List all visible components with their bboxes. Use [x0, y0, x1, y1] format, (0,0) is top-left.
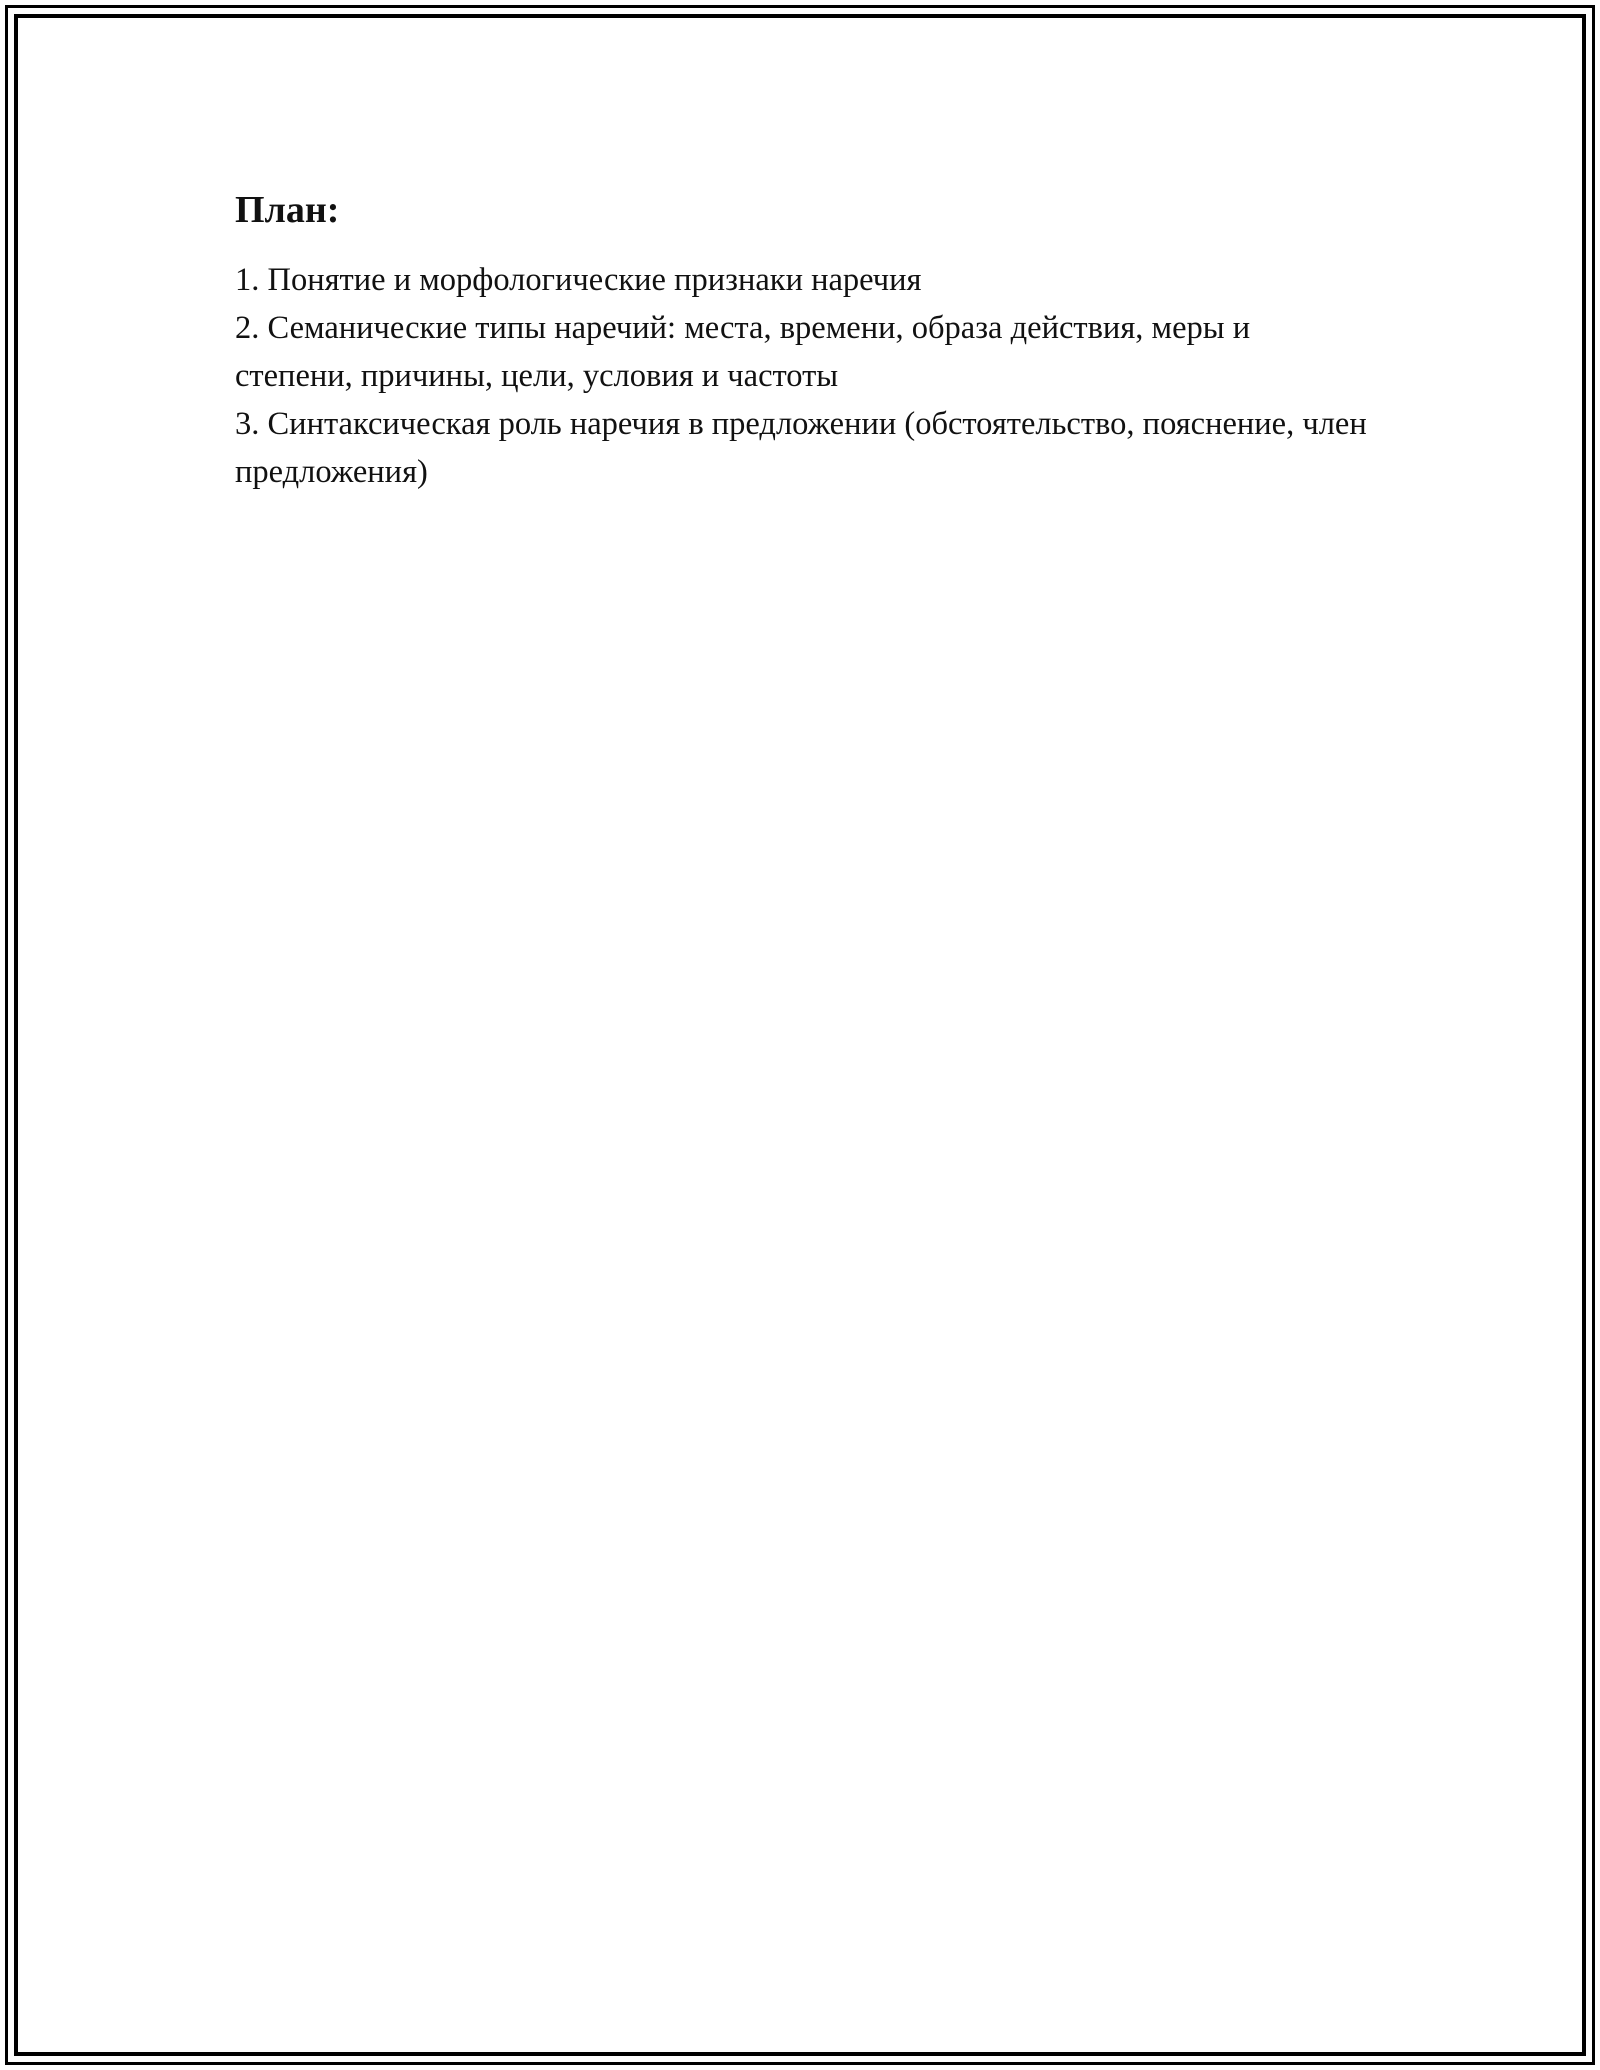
plan-list	[235, 256, 1375, 496]
plan-item-2: 2. Семанические типы наречий: места, времени, образа действия, меры и степени, причины, цели, условия и частоты	[235, 310, 1251, 394]
plan-heading: План:	[235, 189, 340, 231]
page-content	[235, 186, 1375, 496]
plan-item-3: 3. Синтаксическая роль наречия в предложении (обстоятельство, пояснение, член предложения)	[235, 406, 1367, 490]
plan-item-1: 1. Понятие и морфологические признаки наречия	[235, 262, 922, 298]
